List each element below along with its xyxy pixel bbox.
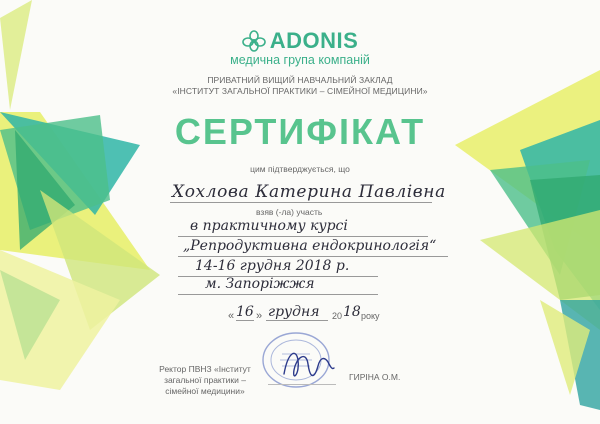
detail-line-1: [178, 236, 428, 237]
date-day-line: [236, 320, 254, 321]
institution-line-2: «ІНСТИТУТ ЗАГАЛЬНОЇ ПРАКТИКИ – СІМЕЙНОЇ МЕДИЦИНИ»: [172, 86, 428, 96]
detail-course-name: „Репродуктивна ендокринологія“: [183, 238, 437, 254]
date-month-line: [266, 320, 328, 321]
logo-name: ADONIS: [269, 28, 359, 53]
recipient-line: [170, 202, 432, 203]
date-open-quote: «: [228, 310, 235, 322]
detail-course-type: в практичному курсі: [190, 218, 348, 234]
rector-title-line-2: загальної практики –: [164, 375, 246, 385]
detail-course-city: м. Запоріжжя: [205, 276, 315, 292]
date-year-word: року: [361, 311, 380, 321]
institution-line-1: ПРИВАТНИЙ ВИЩИЙ НАВЧАЛЬНИЙ ЗАКЛАД: [207, 75, 393, 85]
rector-title-line-3: сімейної медицини»: [165, 386, 245, 396]
flower-logo-icon: [242, 30, 266, 52]
date-close-quote: »: [256, 310, 263, 322]
date-year-prefix: 20: [332, 311, 343, 321]
recipient-name: Хохлова Катерина Павлівна: [172, 182, 446, 202]
certificate-title: СЕРТИФІКАТ: [174, 111, 426, 152]
rector-name: ГИРІНА О.М.: [349, 372, 401, 382]
rector-title: [140, 364, 270, 397]
confirm-text: цим підтверджується, що: [250, 164, 350, 174]
detail-line-2: [178, 256, 448, 257]
detail-course-dates: 14-16 грудня 2018 р.: [195, 258, 350, 274]
detail-line-4: [178, 294, 378, 295]
rector-signature: [278, 340, 338, 386]
date-year-suffix: 18: [343, 304, 361, 320]
logo-subtitle: медична група компаній: [230, 53, 370, 67]
took-part-text: взяв (-ла) участь: [256, 207, 323, 217]
date-day: 16: [236, 304, 254, 320]
rector-title-line-1: Ректор ПВНЗ «Інститут: [159, 364, 251, 374]
date-month: грудня: [268, 304, 320, 320]
signature-line: [268, 384, 336, 385]
logo: [0, 28, 600, 54]
